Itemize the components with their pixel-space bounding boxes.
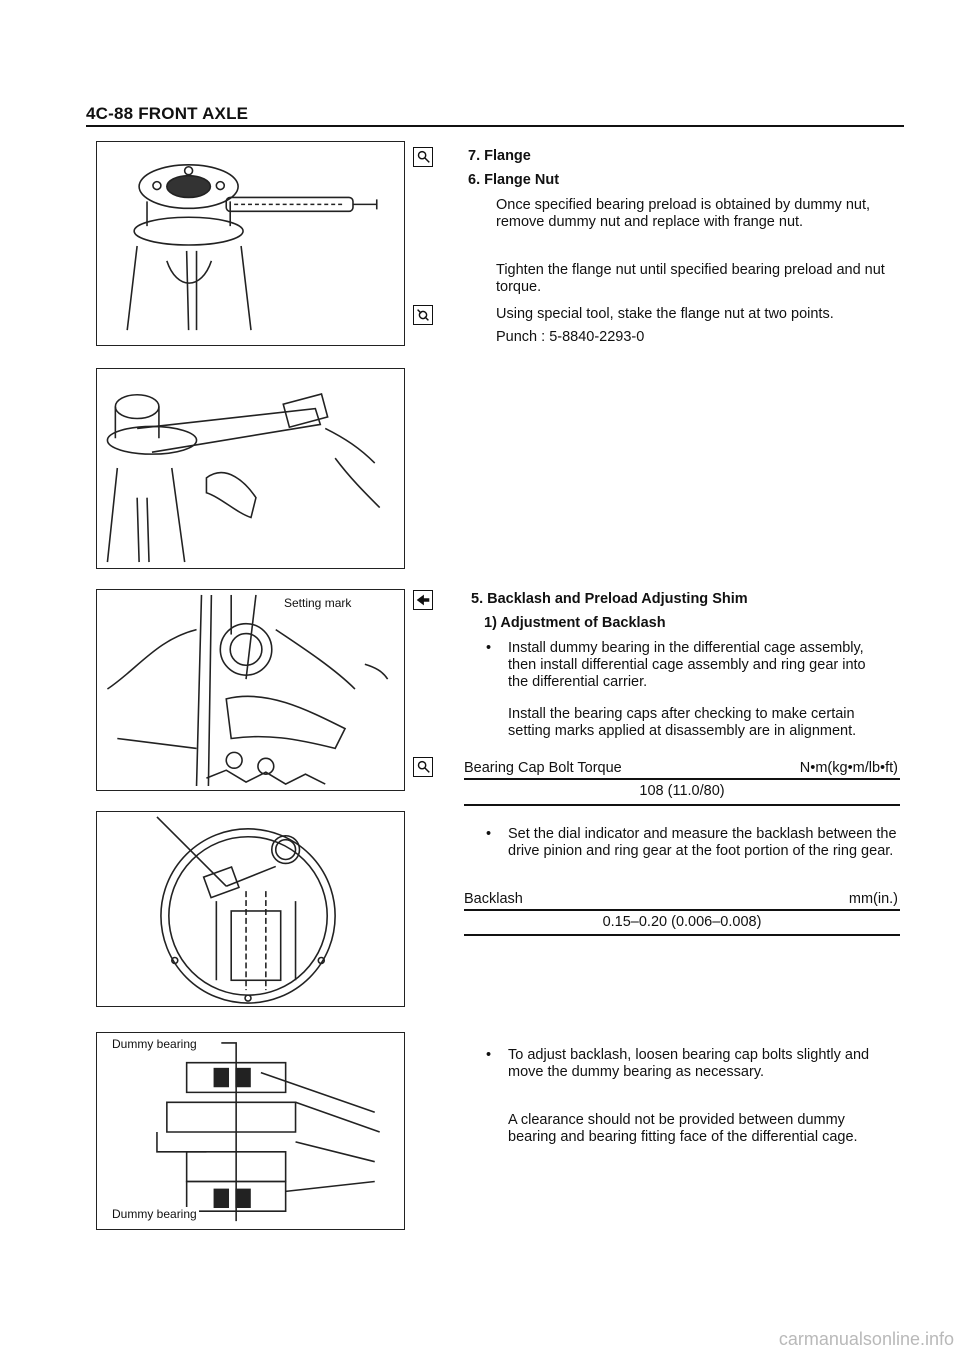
torque-table-rule-bottom xyxy=(464,804,900,806)
bullet-dot: • xyxy=(486,1047,492,1063)
figure-flange-preload xyxy=(96,141,405,346)
install-bearing-caps-text: Install the bearing caps after checking to make certain setting marks applied at disassembly are in alignment. xyxy=(508,706,857,739)
wrench-icon xyxy=(413,147,433,167)
flange-nut-paragraph-1: Once specified bearing preload is obtained by dummy nut, remove dummy nut and replace with frange nut. xyxy=(496,197,870,230)
wrench-icon xyxy=(413,757,433,777)
torque-table-unit: N•m(kg•m/lb•ft) xyxy=(799,760,898,776)
item-5-backlash-shim: 5. Backlash and Preload Adjusting Shim xyxy=(471,591,748,607)
setting-mark-label: Setting mark xyxy=(284,596,352,610)
flange-nut-paragraph-2: Tighten the flange nut until specified bearing preload and nut torque. xyxy=(496,262,885,295)
torque-table-label: Bearing Cap Bolt Torque xyxy=(464,760,622,776)
page-header: 4C-88 FRONT AXLE xyxy=(86,104,249,123)
backlash-table-rule-bottom xyxy=(464,934,900,936)
figure-torque-wrench xyxy=(96,368,405,569)
stake-instruction: Using special tool, stake the flange nut at two points. xyxy=(496,306,834,322)
clearance-note-text: A clearance should not be provided between dummy bearing and bearing fitting face of the differential cage. xyxy=(508,1112,858,1145)
torque-table-value: 108 (11.0/80) xyxy=(639,783,725,799)
figure-dummy-bearing xyxy=(96,1032,405,1230)
backlash-table-value: 0.15–0.20 (0.006–0.008) xyxy=(602,914,762,930)
backlash-table-rule-top xyxy=(464,909,900,911)
punch-tool-number: Punch : 5-8840-2293-0 xyxy=(496,329,645,345)
dial-indicator-text: Set the dial indicator and measure the backlash between the drive pinion and ring gear at the foot portion of the ring gear. xyxy=(508,826,897,859)
dummy-bearing-label-bottom: Dummy bearing xyxy=(112,1207,197,1221)
adjust-backlash-text: To adjust backlash, loosen bearing cap bolts slightly and move the dummy bearing as necessary. xyxy=(508,1047,870,1080)
backlash-table-unit: mm(in.) xyxy=(848,891,898,907)
stake-icon xyxy=(413,305,433,325)
torque-table-rule-top xyxy=(464,778,900,780)
item-7-flange: 7. Flange xyxy=(468,148,531,164)
item-6-flange-nut: 6. Flange Nut xyxy=(468,172,560,188)
install-arrow-icon xyxy=(413,590,433,610)
figure-dial-indicator xyxy=(96,811,405,1007)
bullet-dot: • xyxy=(486,640,492,656)
install-dummy-bearing-text: Install dummy bearing in the differential cage assembly, then install differential cage assembly and ring gear into the differential carrier. xyxy=(508,640,866,690)
bullet-dot: • xyxy=(486,826,492,842)
adjustment-of-backlash: 1) Adjustment of Backlash xyxy=(484,615,666,631)
figure-setting-mark xyxy=(96,589,405,791)
backlash-table-label: Backlash xyxy=(464,891,523,907)
dummy-bearing-label-top: Dummy bearing xyxy=(112,1037,197,1051)
watermark: carmanualsonline.info xyxy=(778,1329,954,1349)
header-rule xyxy=(86,125,904,127)
